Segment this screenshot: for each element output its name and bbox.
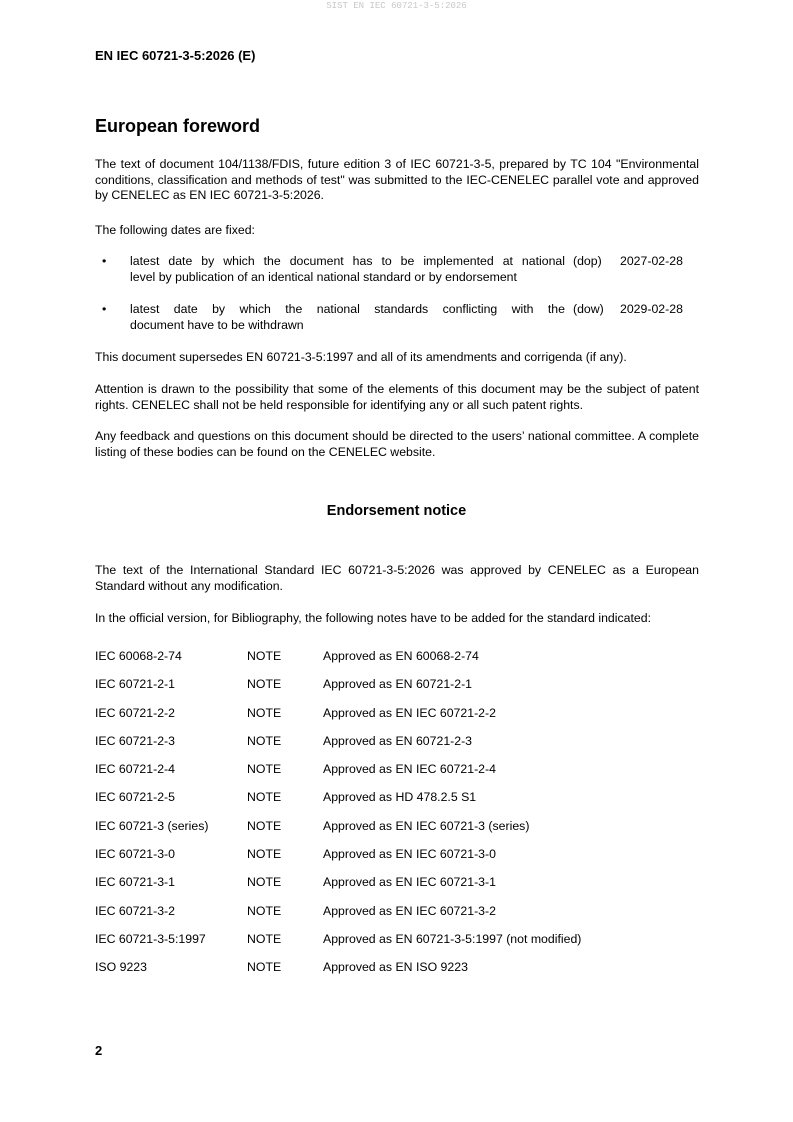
- note-cell: NOTE: [247, 705, 282, 720]
- supersedes-text: This document supersedes EN 60721-3-5:1997 and all of its amendments and corrigenda (if any).: [95, 350, 627, 364]
- date-item-line2: level by publication of an identical national standard or by endorsement: [130, 269, 517, 284]
- note-cell: NOTE: [247, 903, 282, 918]
- date-item-text: [130, 254, 565, 285]
- standard-cell: IEC 60721-2-5: [95, 790, 175, 805]
- date-item-code: (dop): [573, 254, 602, 268]
- watermark: SIST EN IEC 60721-3-5:2026: [326, 1, 467, 11]
- note-cell: NOTE: [247, 847, 282, 862]
- note-cell: NOTE: [247, 960, 282, 975]
- note-cell: NOTE: [247, 931, 282, 946]
- patent-text: Attention is drawn to the possibility that some of the elements of this document may be the subject of patent rights. CENELEC shall not be held responsible for identifying any or all such patent rights.: [95, 382, 699, 412]
- feedback-text: Any feedback and questions on this document should be directed to the users’ national committee. A complete listing of these bodies can be found on the CENELEC website.: [95, 429, 699, 459]
- standard-cell: IEC 60721-2-1: [95, 677, 175, 692]
- document-id: EN IEC 60721-3-5:2026 (E): [95, 48, 256, 63]
- approval-cell: Approved as EN IEC 60721-3-2: [323, 903, 496, 918]
- date-item-date: 2029-02-28: [620, 302, 683, 316]
- endorsement-text: The text of the International Standard IEC 60721-3-5:2026 was approved by CENELEC as a European Standard without any modification.: [95, 563, 699, 593]
- note-cell: NOTE: [247, 762, 282, 777]
- table-row: [95, 931, 581, 959]
- approval-cell: Approved as EN 60721-3-5:1997 (not modified): [323, 931, 582, 946]
- approval-cell: Approved as HD 478.2.5 S1: [323, 790, 477, 805]
- standard-cell: IEC 60721-3 (series): [95, 818, 209, 833]
- bibliography-notes-table: [95, 648, 581, 988]
- dates-intro: The following dates are fixed:: [95, 223, 255, 237]
- approval-cell: Approved as EN 60721-2-3: [323, 733, 473, 748]
- standard-cell: IEC 60068-2-74: [95, 649, 182, 663]
- endorsement-title: Endorsement notice: [326, 503, 467, 519]
- approval-cell: Approved as EN IEC 60721-3-0: [323, 847, 496, 862]
- table-row: [95, 761, 581, 789]
- foreword-title: European foreword: [95, 116, 261, 136]
- approval-cell: Approved as EN 60068-2-74: [323, 649, 479, 663]
- standard-cell: IEC 60721-2-3: [95, 733, 175, 748]
- approval-cell: Approved as EN IEC 60721-2-2: [323, 705, 496, 720]
- note-cell: NOTE: [247, 733, 282, 748]
- date-item-line2: document have to be withdrawn: [130, 317, 304, 332]
- approval-cell: Approved as EN 60721-2-1: [323, 677, 473, 692]
- table-row: [95, 676, 581, 704]
- approval-cell: Approved as EN IEC 60721-3-1: [323, 875, 496, 890]
- note-cell: NOTE: [247, 649, 282, 663]
- table-row: [95, 648, 581, 676]
- date-item-line1: latest date by which the national standards conflicting with the: [130, 302, 565, 316]
- note-cell: NOTE: [247, 818, 282, 833]
- standard-cell: IEC 60721-3-0: [95, 847, 175, 862]
- bullet-icon: •: [102, 302, 107, 316]
- date-item-dop: [95, 254, 699, 288]
- date-item-text: [130, 302, 565, 333]
- table-row: [95, 818, 581, 846]
- standard-cell: IEC 60721-2-4: [95, 762, 175, 777]
- standard-cell: IEC 60721-3-1: [95, 875, 175, 890]
- note-cell: NOTE: [247, 790, 282, 805]
- table-row: [95, 733, 581, 761]
- approval-cell: Approved as EN IEC 60721-3 (series): [323, 818, 530, 833]
- note-cell: NOTE: [247, 677, 282, 692]
- approval-cell: Approved as EN IEC 60721-2-4: [323, 762, 496, 777]
- standard-cell: IEC 60721-3-5:1997: [95, 931, 206, 946]
- standard-cell: IEC 60721-3-2: [95, 903, 175, 918]
- page-number: 2: [95, 1043, 103, 1058]
- standard-cell: ISO 9223: [95, 960, 147, 975]
- table-row: [95, 903, 581, 931]
- table-row: [95, 789, 581, 817]
- table-row: [95, 846, 581, 874]
- bullet-icon: •: [102, 254, 107, 268]
- table-row: [95, 705, 581, 733]
- standard-cell: IEC 60721-2-2: [95, 705, 175, 720]
- note-cell: NOTE: [247, 875, 282, 890]
- date-item-date: 2027-02-28: [620, 254, 683, 268]
- table-row: [95, 874, 581, 902]
- approval-cell: Approved as EN ISO 9223: [323, 960, 468, 975]
- date-item-dow: [95, 302, 699, 336]
- date-item-line1: latest date by which the document has to be implemented at national: [130, 254, 565, 268]
- bibliography-intro: In the official version, for Bibliography, the following notes have to be added for the standard indicated:: [95, 611, 651, 625]
- date-item-code: (dow): [573, 302, 604, 316]
- table-row: [95, 959, 581, 987]
- foreword-intro: The text of document 104/1138/FDIS, future edition 3 of IEC 60721-3-5, prepared by TC 104 "Environmental conditions, classification and methods of test" was submitted to the IEC-CENELEC parallel vote and approved by CENELEC as EN IEC 60721-3-5:2026.: [95, 157, 699, 203]
